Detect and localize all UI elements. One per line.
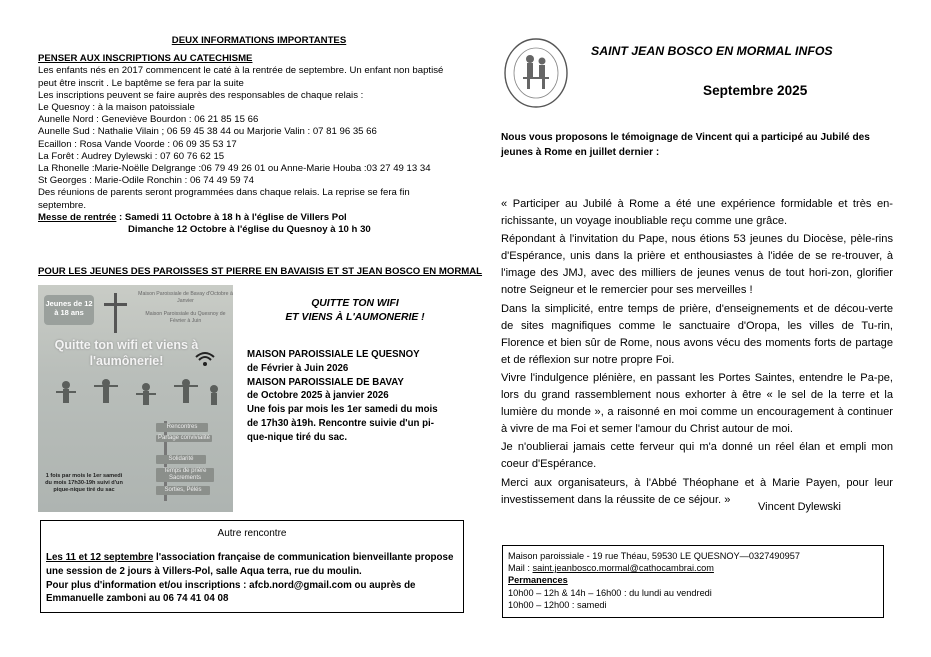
testimony-text [501, 196, 893, 510]
poster-bavay: Maison Paroissiale de Bavay d'Octobre à Janvier [138, 291, 233, 304]
left-heading: DEUX INFORMATIONS IMPORTANTES [171, 35, 347, 46]
autre-text [46, 551, 458, 579]
jumping-people-icon [46, 377, 226, 423]
detail-line: MAISON PAROISSIALE DE BAVAY [247, 376, 404, 388]
cross-icon [114, 293, 117, 333]
catechism-line: Ecaillon : Rosa Vande Voorde : 06 09 35 53 17 [38, 138, 237, 150]
parish-logo-icon [503, 37, 569, 109]
detail-line: MAISON PAROISSIALE LE QUESNOY [247, 349, 420, 360]
autre-rencontre-box [40, 520, 464, 613]
aumonerie-slogan [250, 297, 460, 324]
poster-sign: Solidarité [156, 455, 206, 464]
permanences-title: Permanences [508, 575, 568, 586]
poster-age: Jeunes de 12 à 18 ans [45, 299, 93, 317]
poster-bottom: 1 fois par mois le 1er samedi du mois 17h30-19h suivi d'un pique-nique tiré du sac [45, 473, 123, 493]
testimony-paragraph: Dans la simplicité, entre temps de prière, d'enseignements et de décou-verte de sites magnifiques comme le sanctuaire d'Oropa, les villes de Tu-rin, Florence et bien sûr de Rome, nous avons vécu des moments forts de partage et de réflexion sur notre propre Foi. [501, 302, 893, 366]
newsletter-title: SAINT JEAN BOSCO EN MORMAL INFOS [591, 44, 833, 58]
messe-label: Messe de rentrée [38, 211, 117, 223]
catechism-line: Des réunions de parents seront programmées dans chaque relais. La reprise se fera fin septembre. [38, 187, 410, 211]
permanence-saturday: 10h00 – 12h00 : samedi [508, 599, 607, 610]
catechism-title: PENSER AUX INSCRIPTIONS AU CATECHISME [38, 53, 253, 65]
contact-address: Maison paroissiale - 19 rue Théau, 59530 LE QUESNOY—0327490957 [508, 551, 800, 561]
detail-line: de Février à Juin 2026 [247, 362, 349, 374]
catechism-line: Le Quesnoy : à la maison patoissiale [38, 102, 195, 114]
wifi-icon [194, 351, 216, 367]
contact-mail-line [508, 562, 878, 574]
aumonerie-poster [38, 285, 233, 512]
poster-headline: Quitte ton wifi et viens à l'aumônerie! [54, 338, 199, 368]
catechism-line: St Georges : Marie-Odile Ronchin : 06 74 49 59 74 [38, 175, 254, 187]
autre-text1: l'association française de communication bienveillante propose une session de 2 jours à Villers-Pol, salle Aqua terra, rue du moulin. [46, 552, 454, 577]
catechism-section [38, 35, 460, 236]
slogan-line1: QUITTE TON WIFI [311, 298, 399, 309]
autre-title: Autre rencontre [217, 528, 287, 539]
testimony-intro: Nous vous proposons le témoignage de Vincent qui a participé au Jubilé des jeunes à Rome en juillet dernier : [501, 132, 870, 158]
autre-date: Les 11 et 12 septembre [46, 552, 154, 563]
catechism-line: La Rhonelle :Marie-Noëlle Delgrange :06 79 49 26 01 ou Anne-Marie Houba :03 27 49 13 34 [38, 163, 431, 175]
testimony-paragraph: Merci aux organisateurs, à l'Abbé Théophane et à Marie Payen, pour leur investissement dans la réussite de ce séjour. » [501, 476, 893, 506]
contact-box [502, 545, 884, 618]
newsletter-date: Septembre 2025 [703, 83, 808, 98]
catechism-line: Les enfants nés en 2017 commencent le caté à la rentrée de septembre. Un enfant non baptisé peut être inscrit . Le baptême se fera par la suite [38, 65, 444, 89]
detail-line: de 17h30 à19h. Rencontre suivie d'un pi- [247, 417, 434, 429]
testimony-paragraph: Répondant à l'invitation du Pape, nous étions 53 jeunes du Diocèse, pèle-rins d'Espérance, unis dans la prière et enthousiastes à l'idée de se re-trouver, à l'image des JMJ, avec des milliers de jeunes venus de tout hori-zon, glorifier notre Seigneur et le remercier pour ses merveilles ! [501, 233, 893, 297]
poster-sign: Partage convivialité [157, 435, 211, 441]
messe-saturday: : Samedi 11 Octobre à 18 h à l'église de Villers Pol [116, 211, 347, 223]
detail-line: Une fois par mois les 1er samedi du mois [247, 404, 438, 416]
testimony-paragraph: « Participer au Jubilé à Rome a été une expérience formidable et très en-richissante, un voyage inoubliable reçu comme une grâce. [501, 198, 893, 228]
contact-mail-label: Mail : [508, 563, 533, 574]
aumonerie-details [247, 348, 462, 445]
testimony-signature: Vincent Dylewski [758, 501, 841, 513]
catechism-line: Aunelle Sud : Nathalie Vilain ; 06 59 45 38 44 ou Marjorie Valin : 07 81 96 35 66 [38, 126, 377, 138]
testimony-paragraph: Je n'oublierai jamais cette ferveur qui m'a donné un réel élan et empli mon coeur d'Espérance. [501, 441, 893, 471]
detail-line: de Octobre 2025 à janvier 2026 [247, 390, 389, 402]
contact-mail-link[interactable]: saint.jeanbosco.mormal@cathocambrai.com [532, 563, 714, 574]
messe-line [38, 212, 460, 224]
poster-sign: Temps de prière Sacrements [156, 468, 214, 482]
permanence-weekday: 10h00 – 12h & 14h – 16h00 : du lundi au vendredi [508, 587, 712, 598]
catechism-line: Aunelle Nord : Geneviève Bourdon : 06 21 85 15 66 [38, 114, 259, 126]
slogan-line2: ET VIENS À L'AUMONERIE ! [285, 311, 425, 323]
poster-quesnoy: Maison Paroissiale du Quesnoy de Février à Juin [145, 311, 226, 324]
autre-contact: Pour plus d'information et/ou inscriptions : afcb.nord@gmail.com ou auprès de Emmanuelle zamboni au 06 74 41 04 08 [46, 579, 416, 605]
poster-sign: Sorties, Pélés [156, 486, 210, 495]
poster-sign: Rencontres [156, 423, 208, 432]
youth-title: POUR LES JEUNES DES PAROISSES ST PIERRE EN BAVAISIS ET ST JEAN BOSCO EN MORMAL [38, 266, 483, 277]
messe-sunday: Dimanche 12 Octobre à l'église du Quesnoy à 10 h 30 [128, 224, 371, 236]
catechism-line: La Forêt : Audrey Dylewski : 07 60 76 62 15 [38, 150, 225, 162]
testimony-paragraph: Vivre l'indulgence plénière, en passant les Portes Saintes, entendre le Pa-pe, lors du grand rassemblement nous exhorter à être « le sel de la terre et la lumière du monde », a raisonné en moi comme un encouragement à continuer à vivre de ma Foi et semer l'amour du Christ autour de moi. [501, 371, 893, 436]
detail-line: que-nique tiré du sac. [247, 431, 348, 443]
catechism-line: Les inscriptions peuvent se faire auprès des responsables de chaque relais : [38, 89, 364, 101]
